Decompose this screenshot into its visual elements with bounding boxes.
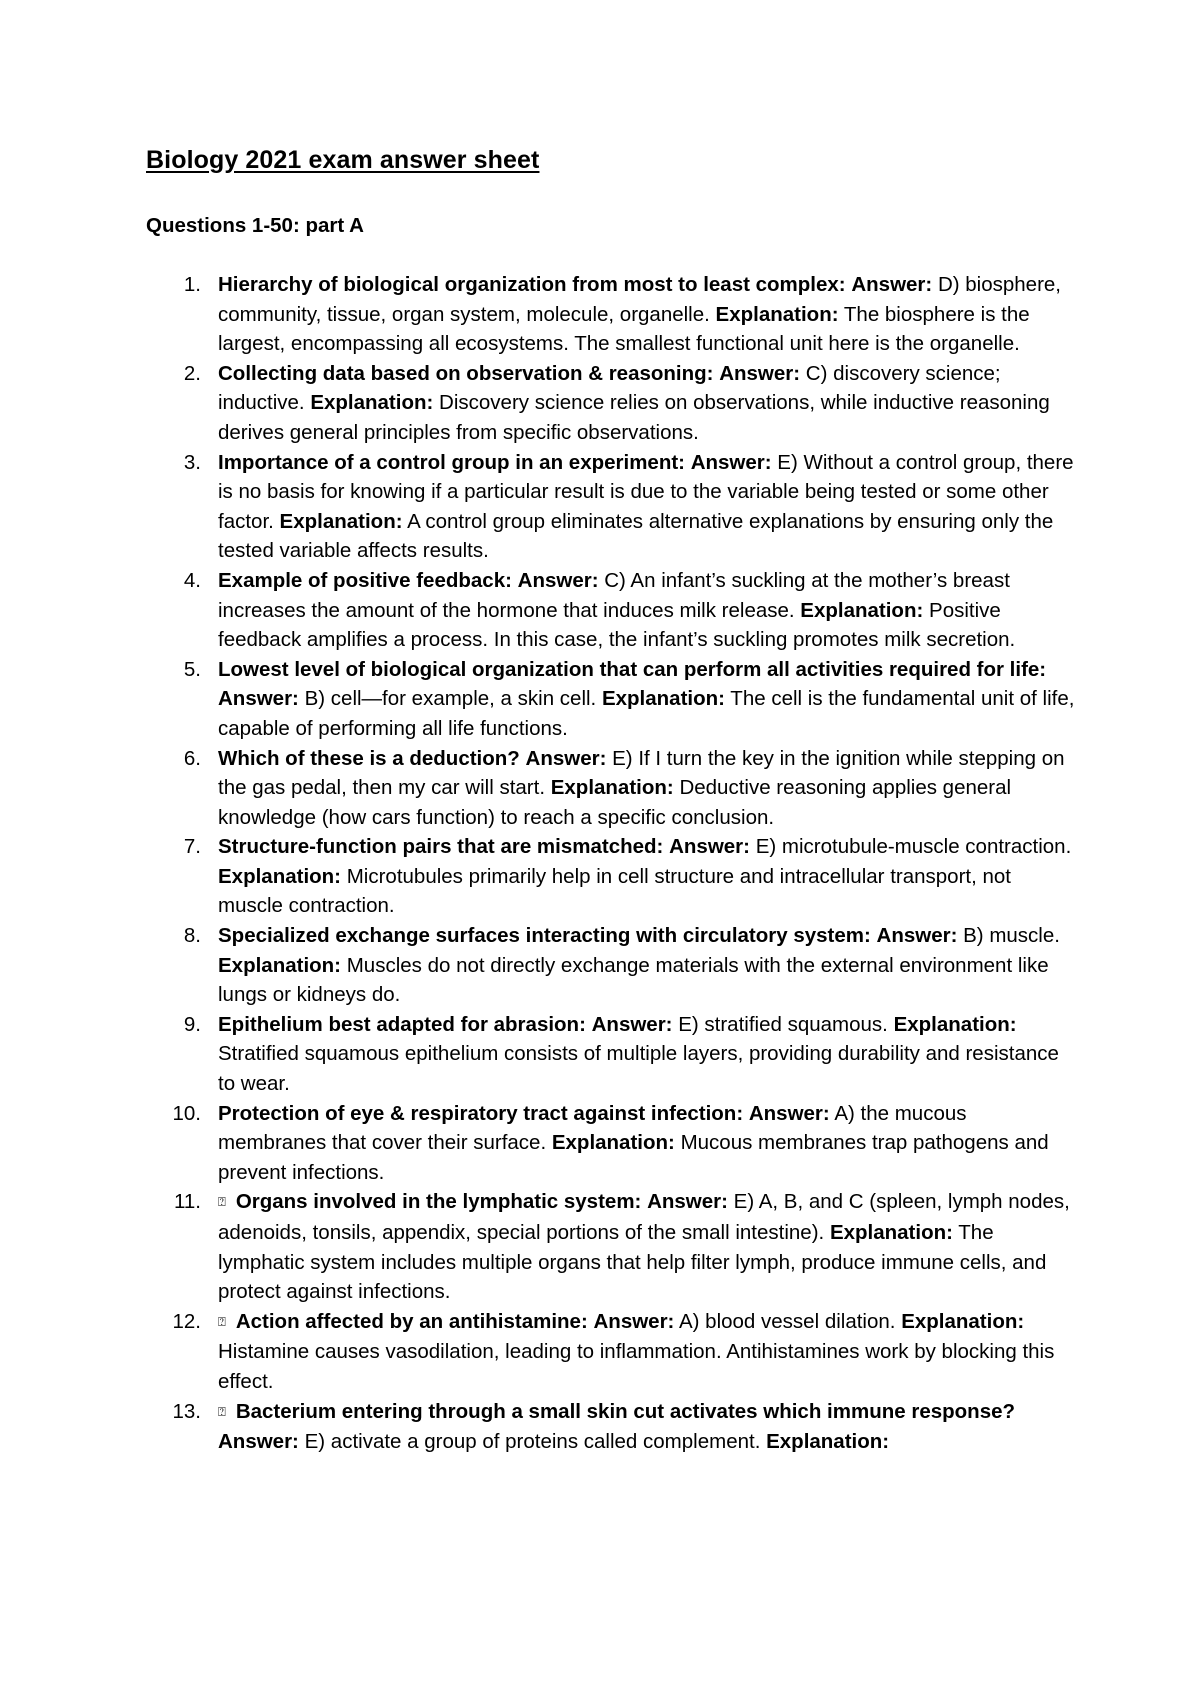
answer-label: Answer: (669, 835, 750, 859)
explanation-label: Explanation: (800, 598, 924, 622)
answer-label: Answer: (517, 568, 599, 592)
item-number: 11. (174, 1190, 201, 1214)
answer-text: E) If I turn the key in the ignition while stepping on the gas pedal, then my car will start. (218, 746, 1065, 800)
missing-glyph-icon: ⍰ (218, 1314, 226, 1330)
list-item (146, 448, 1076, 566)
item-number: 10. (172, 1101, 201, 1125)
explanation-text: Muscles do not directly exchange materials with the external environment like lungs or kidneys do. (218, 953, 1049, 1007)
explanation-text: The biosphere is the largest, encompassing all ecosystems. The smallest functional unit here is the organelle. (218, 302, 1030, 356)
item-number: 5. (183, 657, 201, 681)
list-item (146, 655, 1076, 744)
answer-text: E) activate a group of proteins called complement. (304, 1430, 761, 1454)
explanation-text: Stratified squamous epithelium consists of multiple layers, providing durability and resistance to wear. (218, 1042, 1059, 1096)
list-item (146, 744, 1076, 833)
item-number: 6. (183, 746, 201, 770)
item-number: 1. (183, 273, 201, 296)
item-number: 12. (172, 1309, 201, 1333)
missing-glyph-icon: ⍰ (218, 1404, 226, 1420)
list-item (146, 1099, 1076, 1188)
document-title: Biology 2021 exam answer sheet (146, 146, 540, 174)
answer-label: Answer: (748, 1101, 830, 1125)
explanation-label: Explanation: (310, 391, 434, 415)
explanation-label: Explanation: (715, 302, 839, 326)
answer-text: D) biosphere, community, tissue, organ system, molecule, organelle. (218, 273, 1061, 326)
list-item (146, 1187, 1076, 1306)
explanation-label: Explanation: (218, 953, 342, 977)
list-item (146, 832, 1076, 921)
explanation-label: Explanation: (279, 509, 403, 533)
item-number: 2. (183, 361, 201, 385)
question-text: Hierarchy of biological organization from most to least complex: (218, 273, 846, 296)
item-number: 8. (183, 924, 201, 948)
answer-label: Answer: (218, 1430, 299, 1454)
question-text: Structure-function pairs that are mismatched: (218, 835, 664, 859)
explanation-text: The cell is the fundamental unit of life, capable of performing all life functions. (218, 687, 1075, 740)
answer-label: Answer: (593, 1309, 675, 1333)
question-text: Collecting data based on observation & reasoning: (218, 361, 714, 385)
answer-label: Answer: (591, 1012, 673, 1036)
question-text: Example of positive feedback: (218, 568, 512, 592)
answer-text: E) stratified squamous. (678, 1012, 888, 1036)
list-item (146, 1397, 1076, 1457)
explanation-label: Explanation: (766, 1430, 890, 1454)
answer-label: Answer: (690, 450, 772, 474)
answer-text: A) blood vessel dilation. (678, 1309, 896, 1333)
question-text: Protection of eye & respiratory tract against infection: (218, 1101, 744, 1125)
list-item (146, 566, 1076, 655)
answer-label: Answer: (525, 746, 607, 770)
explanation-label: Explanation: (893, 1012, 1017, 1036)
answer-list (146, 270, 1076, 1457)
answer-label: Answer: (719, 361, 801, 385)
answer-label: Answer: (876, 924, 958, 948)
question-text: Action affected by an antihistamine: (235, 1309, 588, 1333)
explanation-text: Histamine causes vasodilation, leading to inflammation. Antihistamines work by blocking this effect. (218, 1340, 1055, 1393)
explanation-label: Explanation: (601, 687, 725, 711)
answer-text: E) Without a control group, there is no basis for knowing if a particular result is due to the variable being tested or some other factor. (218, 450, 1074, 533)
question-text: Epithelium best adapted for abrasion: (218, 1012, 586, 1036)
answer-text: E) microtubule-muscle contraction. (755, 835, 1072, 859)
answer-label: Answer: (851, 273, 933, 296)
list-item (146, 921, 1076, 1010)
explanation-text: Mucous membranes trap pathogens and prevent infections. (218, 1131, 1049, 1184)
answer-label: Answer: (647, 1190, 728, 1214)
explanation-text: Deductive reasoning applies general knowledge (how cars function) to reach a specific conclusion. (218, 776, 1012, 829)
missing-glyph-icon: ⍰ (218, 1195, 226, 1211)
list-item (146, 1307, 1076, 1397)
explanation-label: Explanation: (901, 1309, 1025, 1333)
list-item (146, 1010, 1076, 1099)
list-item (146, 359, 1076, 448)
question-text: Which of these is a deduction? (218, 746, 520, 770)
explanation-label: Explanation: (829, 1221, 953, 1244)
question-text: Organs involved in the lymphatic system: (235, 1190, 642, 1214)
explanation-text: Positive feedback amplifies a process. In this case, the infant’s suckling promotes milk secretion. (218, 598, 1016, 652)
question-text: Bacterium entering through a small skin cut activates which immune response? (235, 1399, 1016, 1423)
question-text: Importance of a control group in an experiment: (218, 450, 685, 474)
explanation-text: Discovery science relies on observations, while inductive reasoning derives general principles from specific observations. (218, 391, 1050, 444)
answer-text: C) An infant’s suckling at the mother’s breast increases the amount of the hormone that induces milk release. (218, 568, 1010, 622)
answer-label: Answer: (218, 687, 299, 711)
explanation-text: Microtubules primarily help in cell structure and intracellular transport, not muscle contraction. (218, 864, 1011, 918)
item-number: 13. (172, 1399, 201, 1423)
answer-text: C) discovery science; inductive. (218, 361, 1001, 415)
question-text: Lowest level of biological organization that can perform all activities required for life: (218, 657, 1047, 681)
item-number: 3. (183, 450, 201, 474)
answer-text: E) A, B, and C (spleen, lymph nodes, adenoids, tonsils, appendix, special portions of the small intestine). (218, 1190, 1070, 1244)
question-text: Specialized exchange surfaces interacting with circulatory system: (218, 924, 871, 948)
explanation-label: Explanation: (551, 1131, 675, 1155)
answer-text: B) muscle. (963, 924, 1060, 948)
item-number: 4. (183, 568, 201, 592)
explanation-label: Explanation: (550, 776, 674, 800)
list-item (146, 270, 1076, 359)
explanation-label: Explanation: (218, 864, 342, 888)
answer-text: B) cell—for example, a skin cell. (304, 687, 597, 711)
item-number: 7. (183, 835, 201, 859)
explanation-text: A control group eliminates alternative explanations by ensuring only the tested variable affects results. (218, 509, 1054, 563)
item-number: 9. (183, 1012, 201, 1036)
explanation-text: The lymphatic system includes multiple organs that help filter lymph, produce immune cells, and protect against infections. (218, 1221, 1047, 1304)
section-heading: Questions 1-50: part A (146, 214, 364, 237)
answer-text: A) the mucous membranes that cover their surface. (218, 1101, 967, 1155)
